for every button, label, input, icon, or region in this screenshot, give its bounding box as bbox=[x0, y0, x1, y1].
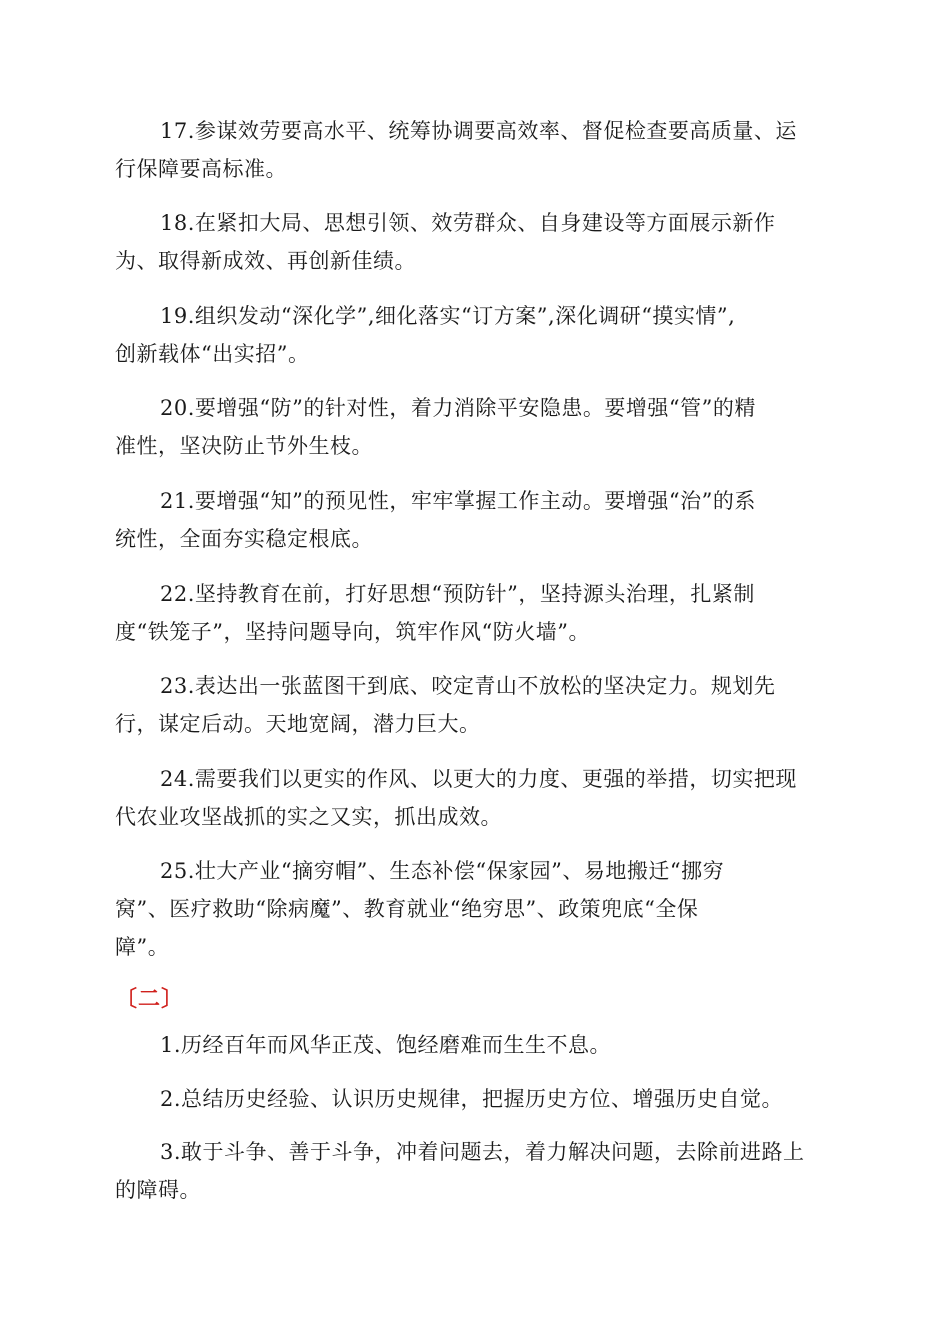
paragraph-line: 障”。 bbox=[115, 935, 170, 959]
list-item-23 bbox=[115, 667, 835, 743]
list-item-2 bbox=[115, 1080, 835, 1118]
paragraph-line: 17.参谋效劳要高水平、统筹协调要高效率、督促检查要高质量、运 bbox=[160, 119, 797, 143]
paragraph-line: 度“铁笼子”，坚持问题导向，筑牢作风“防火墙”。 bbox=[115, 620, 590, 644]
paragraph-line: 行保障要高标准。 bbox=[115, 157, 287, 181]
paragraph-line: 统性，全面夯实稳定根底。 bbox=[115, 527, 373, 551]
paragraph-line: 25.壮大产业“摘穷帽”、生态补偿“保家园”、易地搬迁“挪穷 bbox=[160, 859, 725, 883]
paragraph-line: 1.历经百年而风华正茂、饱经磨难而生生不息。 bbox=[160, 1033, 612, 1057]
paragraph-line: 窝”、医疗救助“除病魔”、教育就业“绝穷思”、政策兜底“全保 bbox=[115, 897, 699, 921]
paragraph-line: 准性，坚决防止节外生枝。 bbox=[115, 434, 373, 458]
paragraph-line: 为、取得新成效、再创新佳绩。 bbox=[115, 249, 416, 273]
list-item-3 bbox=[115, 1133, 835, 1209]
paragraph-line: 代农业攻坚战抓的实之又实，抓出成效。 bbox=[115, 805, 502, 829]
paragraph-line: 2.总结历史经验、认识历史规律，把握历史方位、增强历史自觉。 bbox=[160, 1087, 784, 1111]
list-item-17 bbox=[115, 112, 835, 188]
paragraph-line: 19.组织发动“深化学”,细化落实“订方案”,深化调研“摸实情”, bbox=[160, 304, 736, 328]
list-item-25 bbox=[115, 852, 835, 966]
paragraph-line: 18.在紧扣大局、思想引领、效劳群众、自身建设等方面展示新作 bbox=[160, 211, 776, 235]
list-item-18 bbox=[115, 204, 835, 280]
paragraph-line: 20.要增强“防”的针对性，着力消除平安隐患。要增强“管”的精 bbox=[160, 396, 756, 420]
paragraph-line: 21.要增强“知”的预见性，牢牢掌握工作主动。要增强“治”的系 bbox=[160, 489, 756, 513]
list-item-21 bbox=[115, 482, 835, 558]
list-item-1 bbox=[115, 1026, 835, 1064]
list-item-24 bbox=[115, 760, 835, 836]
list-item-20 bbox=[115, 389, 835, 465]
paragraph-line: 创新载体“出实招”。 bbox=[115, 342, 310, 366]
paragraph-line: 的障碍。 bbox=[115, 1178, 201, 1202]
list-item-22 bbox=[115, 575, 835, 651]
paragraph-line: 3.敢于斗争、善于斗争，冲着问题去，着力解决问题，去除前进路上 bbox=[160, 1140, 805, 1164]
paragraph-line: 23.表达出一张蓝图干到底、咬定青山不放松的坚决定力。规划先 bbox=[160, 674, 776, 698]
list-item-19 bbox=[115, 297, 835, 373]
paragraph-line: 行，谋定后动。天地宽阔，潜力巨大。 bbox=[115, 712, 481, 736]
paragraph-line: 24.需要我们以更实的作风、以更大的力度、更强的举措，切实把现 bbox=[160, 767, 797, 791]
paragraph-line: 22.坚持教育在前，打好思想“预防针”，坚持源头治理，扎紧制 bbox=[160, 582, 755, 606]
section-heading: 〔二〕 bbox=[115, 987, 185, 1012]
